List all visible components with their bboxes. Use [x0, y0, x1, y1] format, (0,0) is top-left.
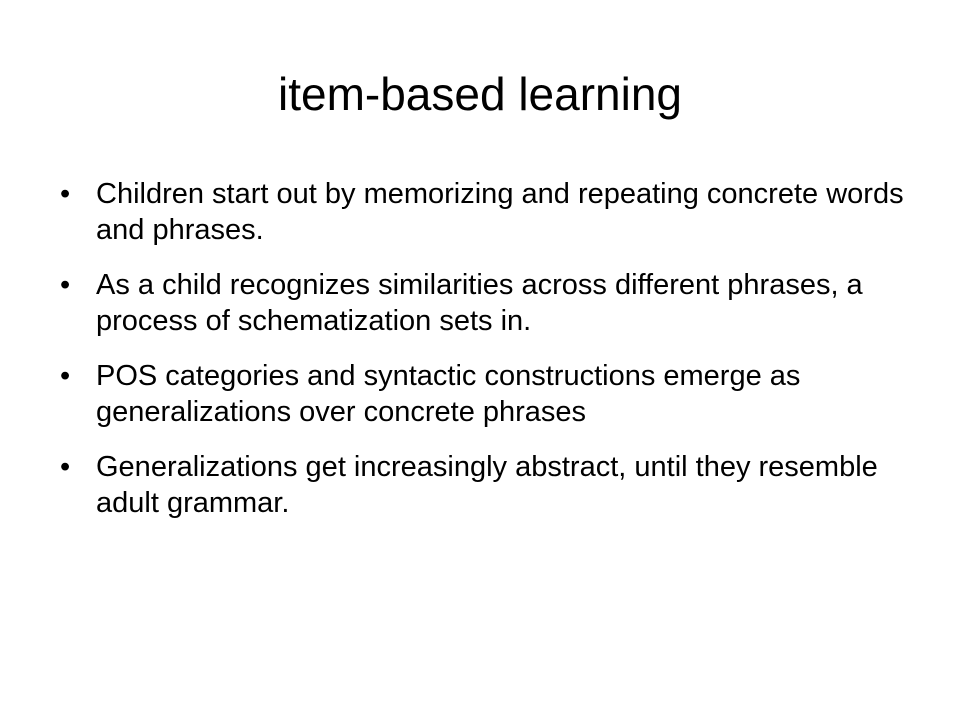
bullet-item: [60, 358, 910, 430]
slide-title: item-based learning: [277, 68, 682, 120]
bullet-text: Generalizations get increasingly abstract, until they resemble adult grammar.: [96, 451, 878, 519]
bullet-item: [60, 176, 910, 248]
bullet-icon: •: [60, 451, 71, 483]
bullet-text: Children start out by memorizing and repeating concrete words and phrases.: [96, 178, 904, 246]
bullet-icon: •: [60, 178, 71, 210]
bullet-list: [60, 176, 910, 540]
bullet-text: As a child recognizes similarities across different phrases, a process of schematization sets in.: [96, 269, 863, 337]
bullet-icon: •: [60, 360, 71, 392]
bullet-item: [60, 449, 910, 521]
bullet-item: [60, 267, 910, 339]
bullet-icon: •: [60, 269, 71, 301]
bullet-text: POS categories and syntactic constructions emerge as generalizations over concrete phrases: [96, 360, 801, 428]
